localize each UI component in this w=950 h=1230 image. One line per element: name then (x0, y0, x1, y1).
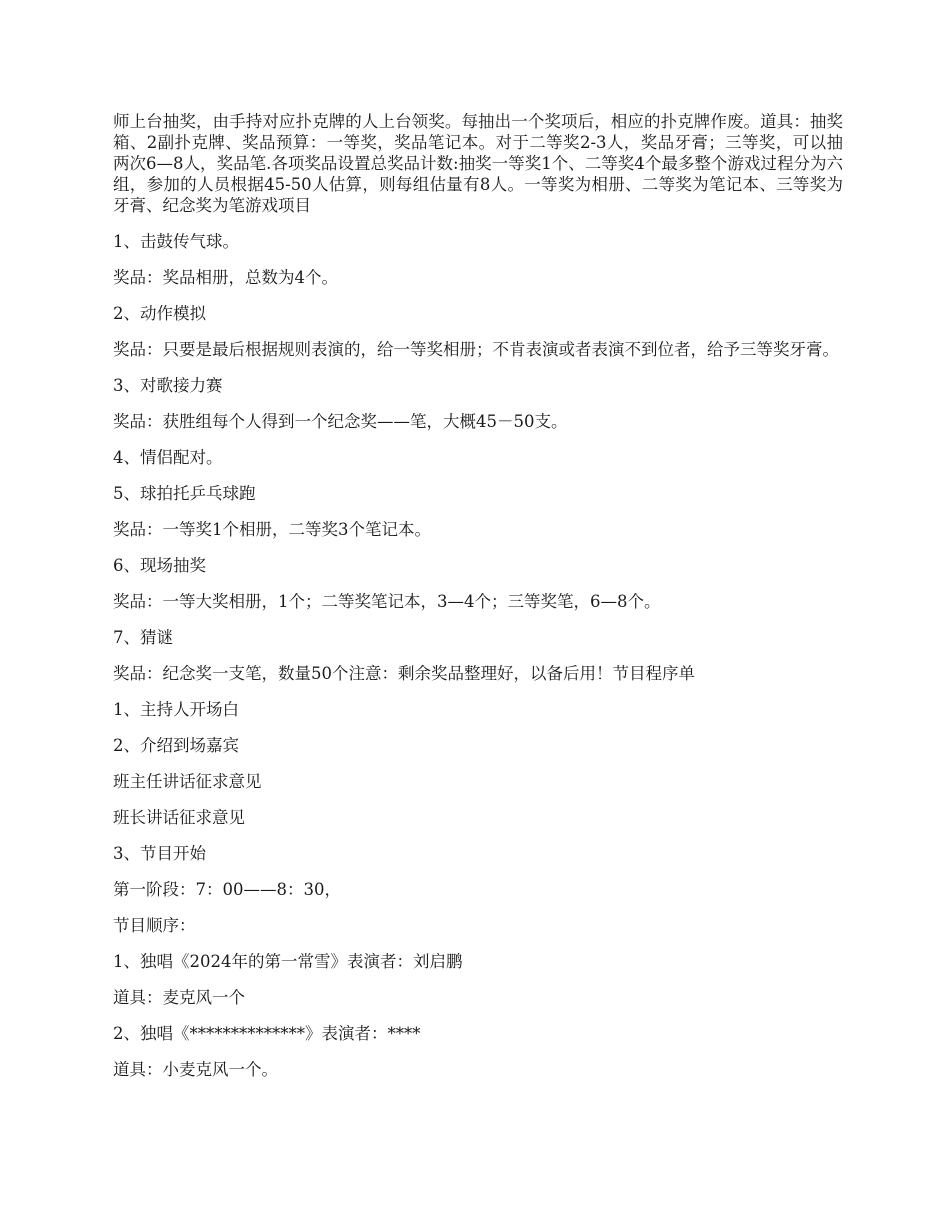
intro-paragraph: 师上台抽奖，由手持对应扑克牌的人上台领奖。每抽出一个奖项后，相应的扑克牌作废。道具：抽奖箱、2副扑克牌、奖品预算：一等奖，奖品笔记本。对于二等奖2-3人，奖品牙膏；三等奖，可以抽两次6—8人，奖品笔.各项奖品设置总奖品计数:抽奖一等奖1个、二等奖4个最多整个游戏过程分为六组，参加的人员根据45-50人估算，则每组估量有8人。一等奖为相册、二等奖为笔记本、三等奖为牙膏、纪念奖为笔游戏项目 (113, 112, 843, 215)
performance-2: 2、独唱《**************》表演者：**** (113, 1024, 421, 1043)
item-5-title: 5、球拍托乒乓球跑 (113, 484, 256, 503)
document-page (113, 111, 843, 1095)
program-step-3: 3、节目开始 (113, 844, 206, 863)
item-1-title: 1、击鼓传气球。 (113, 232, 239, 251)
program-note-2: 班长讲话征求意见 (113, 808, 245, 827)
program-order-heading: 节目顺序： (113, 916, 196, 935)
item-6-prize: 奖品：一等大奖相册，1个；二等奖笔记本，3—4个；三等奖笔，6—8个。 (113, 592, 661, 611)
item-7-title: 7、猜谜 (113, 628, 173, 647)
performance-2-props: 道具：小麦克风一个。 (113, 1060, 278, 1079)
item-5-prize: 奖品：一等奖1个相册，二等奖3个笔记本。 (113, 520, 431, 539)
program-step-1: 1、主持人开场白 (113, 700, 239, 719)
item-2-prize: 奖品：只要是最后根据规则表演的，给一等奖相册；不肯表演或者表演不到位者，给予三等奖牙膏。 (113, 340, 839, 359)
program-note-1: 班主任讲话征求意见 (113, 772, 262, 791)
item-6-title: 6、现场抽奖 (113, 556, 206, 575)
item-2-title: 2、动作模拟 (113, 304, 206, 323)
item-7-prize: 奖品：纪念奖一支笔，数量50个注意：剩余奖品整理好，以备后用！节目程序单 (113, 664, 695, 683)
performance-1: 1、独唱《2024年的第一常雪》表演者：刘启鹏 (113, 952, 463, 971)
item-4-title: 4、情侣配对。 (113, 448, 223, 467)
program-step-2: 2、介绍到场嘉宾 (113, 736, 239, 755)
performance-1-props: 道具：麦克风一个 (113, 988, 245, 1007)
item-3-prize: 奖品：获胜组每个人得到一个纪念奖——笔，大概45－50支。 (113, 412, 568, 431)
item-1-prize: 奖品：奖品相册，总数为4个。 (113, 268, 338, 287)
stage-one-time: 第一阶段：7：00——8：30， (113, 880, 341, 899)
item-3-title: 3、对歌接力赛 (113, 376, 223, 395)
